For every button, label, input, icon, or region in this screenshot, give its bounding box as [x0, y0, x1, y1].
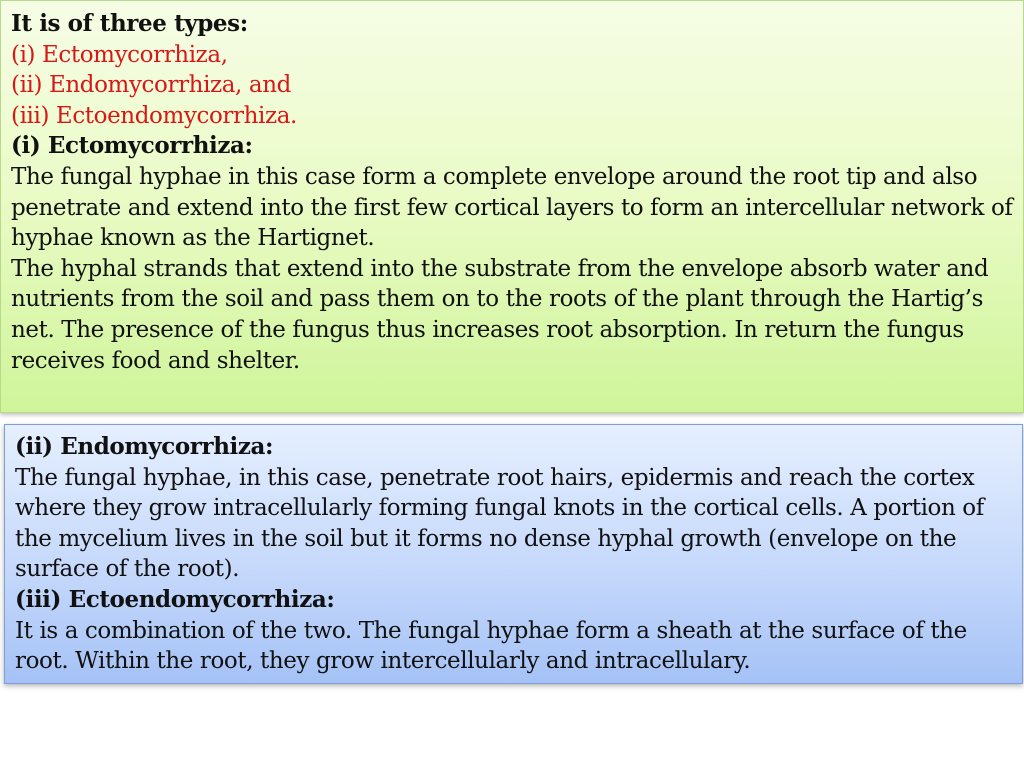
- ecto-text-line: The fungal hyphae in this case form a complete envelope around the root tip and also: [11, 163, 978, 190]
- ecto-text-line: penetrate and extend into the first few cortical layers to form an intercellular network of: [11, 194, 1013, 221]
- endo-text-line: where they grow intracellularly forming fungal knots in the cortical cells. A portion of: [15, 495, 984, 522]
- endo-ectoendo-panel: [4, 424, 1023, 684]
- ectoendo-text-line: It is a combination of the two. The fungal hyphae form a sheath at the surface of the: [15, 617, 967, 644]
- ectomycorrhiza-heading: (i) Ectomycorrhiza:: [11, 132, 253, 160]
- ecto-text-line: receives food and shelter.: [11, 347, 300, 374]
- endo-text-line: The fungal hyphae, in this case, penetrate root hairs, epidermis and reach the cortex: [15, 464, 975, 491]
- ecto-text-line: The hyphal strands that extend into the substrate from the envelope absorb water and: [11, 255, 989, 282]
- endomycorrhiza-heading: (ii) Endomycorrhiza:: [15, 433, 274, 460]
- endo-text-line: the mycelium lives in the soil but it forms no dense hyphal growth (envelope on the: [15, 525, 957, 552]
- types-heading: It is of three types:: [11, 10, 248, 37]
- type-item-endo: (ii) Endomycorrhiza, and: [11, 72, 291, 99]
- type-item-ecto: (i) Ectomycorrhiza,: [11, 41, 228, 68]
- ectoendomycorrhiza-heading: (iii) Ectoendomycorrhiza:: [15, 585, 335, 613]
- ectoendo-text-line: root. Within the root, they grow intercellularly and intracellulary.: [15, 648, 751, 675]
- type-item-ectoendo: (iii) Ectoendomycorrhiza.: [11, 102, 297, 129]
- endo-text-line: surface of the root).: [15, 556, 240, 583]
- ecto-text-line: nutrients from the soil and pass them on to the roots of the plant through the Hartig’s: [11, 286, 983, 313]
- ecto-text-line: net. The presence of the fungus thus increases root absorption. In return the fungus: [11, 316, 964, 343]
- ecto-text-line: hyphae known as the Hartignet.: [11, 225, 375, 252]
